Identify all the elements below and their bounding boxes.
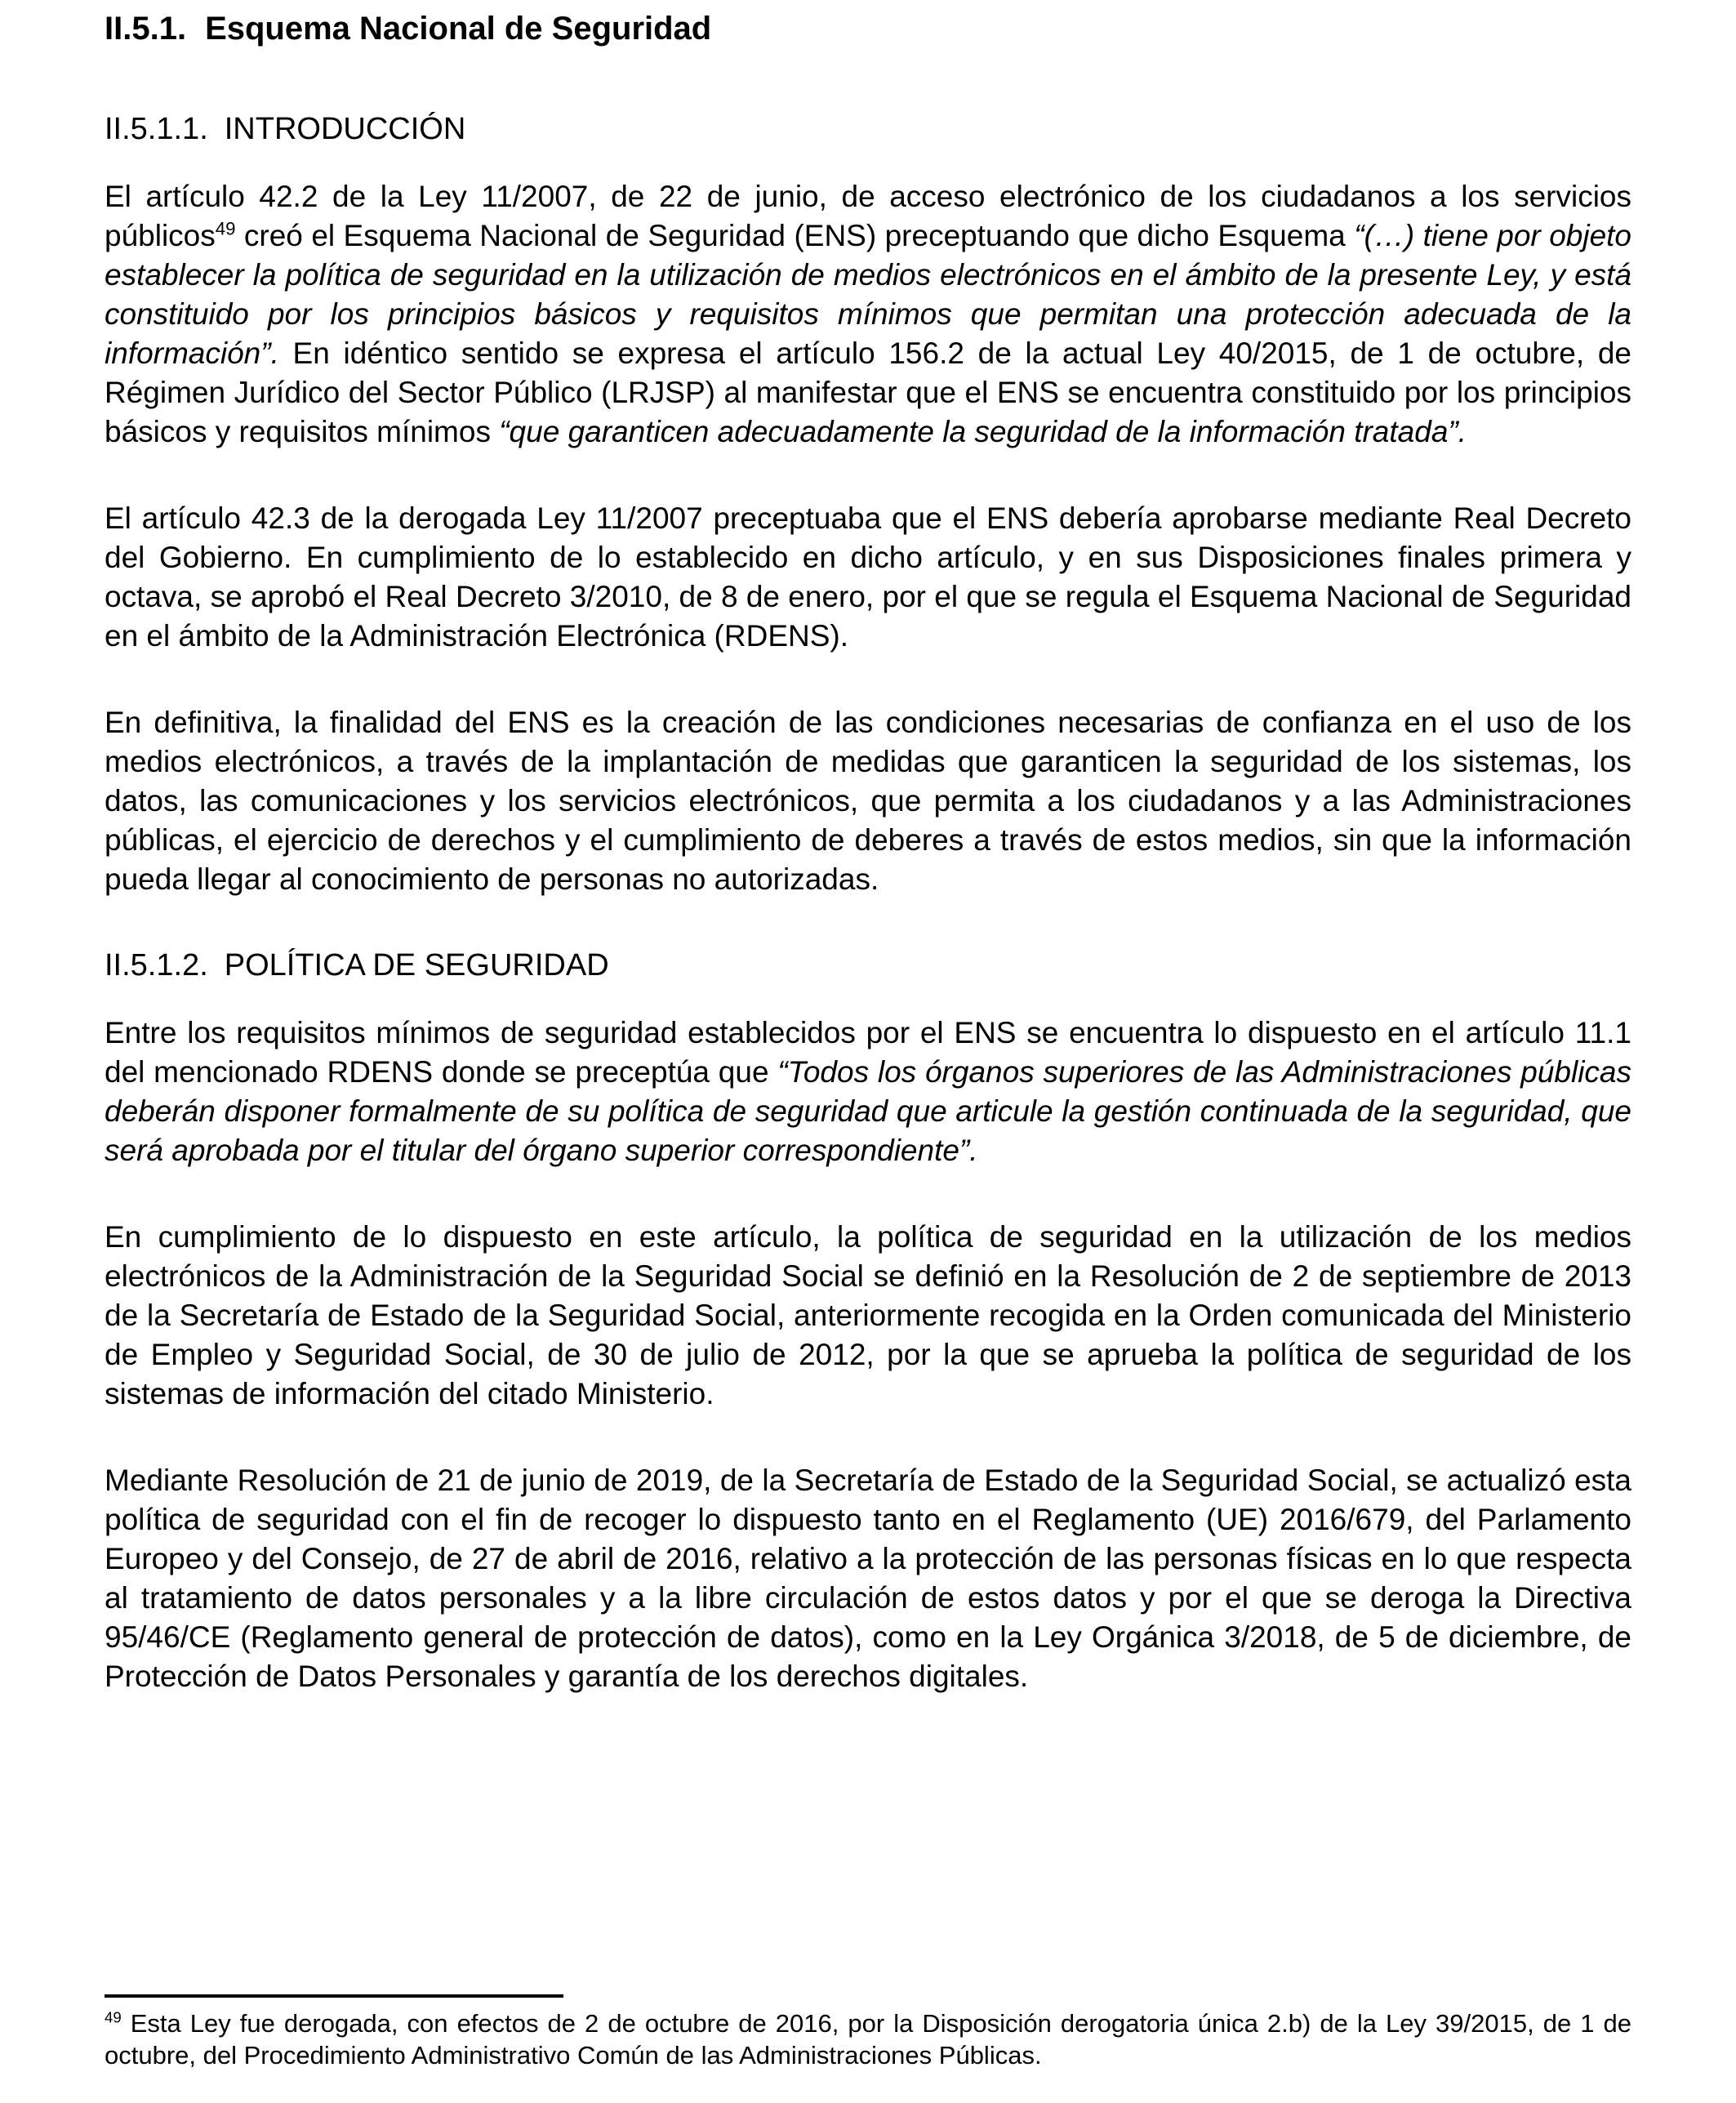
heading-number: II.5.1. xyxy=(105,11,187,47)
heading-esquema-nacional-de-seguridad xyxy=(105,10,1631,47)
quoted-italic-text: “que garanticen adecuadamente la seguridad de la información tratada”. xyxy=(499,415,1467,448)
paragraph-intro-3 xyxy=(105,703,1631,899)
quoted-italic-text: “(…) tiene por objeto establecer la política de seguridad en la utilización de medios electrónicos en el ámbito de la presente Ley, y está constituido por los principios básicos y requisitos mínimos que permitan una protección adecuada de la información”. xyxy=(105,219,1631,370)
text-run: El artículo 42.3 de la derogada Ley 11/2007 preceptuaba que el ENS debería aprobarse mediante Real Decreto del Gobierno. En cumplimiento de lo establecido en dicho artículo, y en sus Disposiciones finales primera y octava, se aprobó el Real Decreto 3/2010, de 8 de enero, por el que se regula el Esquema Nacional de Seguridad en el ámbito de la Administración Electrónica (RDENS). xyxy=(105,501,1631,653)
subheading-title: POLÍTICA DE SEGURIDAD xyxy=(224,948,609,982)
paragraph-politica-1 xyxy=(105,1014,1631,1170)
subheading-number: II.5.1.2. xyxy=(105,948,208,982)
paragraph-politica-2 xyxy=(105,1218,1631,1414)
text-run: El artículo 42.2 de la Ley 11/2007, de 22 de junio, de acceso electrónico de los ciudadanos a los servicios públicos xyxy=(105,180,1631,252)
text-run: Mediante Resolución de 21 de junio de 2019, de la Secretaría de Estado de la Seguridad Social, se actualizó esta política de seguridad con el fin de recoger lo dispuesto tanto en el Reglamento (UE) 2016/679, del Parlamento Europeo y del Consejo, de 27 de abril de 2016, relativo a la protección de las personas físicas en lo que respecta al tratamiento de datos personales y a la libre circulación de estos datos y por el que se deroga la Directiva 95/46/CE (Reglamento general de protección de datos), como en la Ley Orgánica 3/2018, de 5 de diciembre, de Protección de Datos Personales y garantía de los derechos digitales. xyxy=(105,1464,1631,1693)
footnote-separator xyxy=(105,1994,563,1998)
paragraph-intro-1 xyxy=(105,177,1631,452)
footnote-ref: 49 xyxy=(215,218,236,239)
footnote-ref: 49 xyxy=(105,2008,122,2026)
text-run: Entre los requisitos mínimos de seguridad establecidos por el ENS se encuentra lo dispuesto en el artículo 11.1 del mencionado RDENS donde se preceptúa que xyxy=(105,1016,1631,1089)
text-run: En cumplimiento de lo dispuesto en este artículo, la política de seguridad en la utilización de los medios electrónicos de la Administración de la Seguridad Social se definió en la Resolución de 2 de septiembre de 2013 de la Secretaría de Estado de la Seguridad Social, anteriormente recogida en la Orden comunicada del Ministerio de Empleo y Seguridad Social, de 30 de julio de 2012, por la que se aprueba la política de seguridad de los sistemas de información del citado Ministerio. xyxy=(105,1220,1631,1410)
heading-introduccion xyxy=(105,110,1631,148)
quoted-italic-text: “Todos los órganos superiores de las Administraciones públicas deberán disponer formalmente de su política de seguridad que articule la gestión continuada de la seguridad, que será aprobada por el titular del órgano superior correspondiente”. xyxy=(105,1055,1631,1167)
heading-title: Esquema Nacional de Seguridad xyxy=(205,11,712,47)
footnote-text xyxy=(105,2007,1631,2071)
heading-politica-de-seguridad xyxy=(105,947,1631,984)
paragraph-politica-3 xyxy=(105,1461,1631,1696)
paragraph-intro-2 xyxy=(105,499,1631,656)
footnote-block xyxy=(105,1994,1631,2071)
text-run: En definitiva, la finalidad del ENS es la creación de las condiciones necesarias de confianza en el uso de los medios electrónicos, a través de la implantación de medidas que garanticen la seguridad de los sistemas, los datos, las comunicaciones y los servicios electrónicos, que permita a los ciudadanos y a las Administraciones públicas, el ejercicio de derechos y el cumplimiento de deberes a través de estos medios, sin que la información pueda llegar al conocimiento de personas no autorizadas. xyxy=(105,706,1631,896)
subheading-number: II.5.1.1. xyxy=(105,112,208,146)
text-run: creó el Esquema Nacional de Seguridad (ENS) preceptuando que dicho Esquema xyxy=(235,219,1355,252)
text-run: En idéntico sentido se expresa el artículo 156.2 de la actual Ley 40/2015, de 1 de octubre, de Régimen Jurídico del Sector Público (LRJSP) al manifestar que el ENS se encuentra constituido por los principios básicos y requisitos mínimos xyxy=(105,336,1631,448)
text-run: Esta Ley fue derogada, con efectos de 2 de octubre de 2016, por la Disposición derogatoria única 2.b) de la Ley 39/2015, de 1 de octubre, del Procedimiento Administrativo Común de las Administraciones Públicas. xyxy=(105,2009,1631,2070)
subheading-title: INTRODUCCIÓN xyxy=(224,112,466,146)
